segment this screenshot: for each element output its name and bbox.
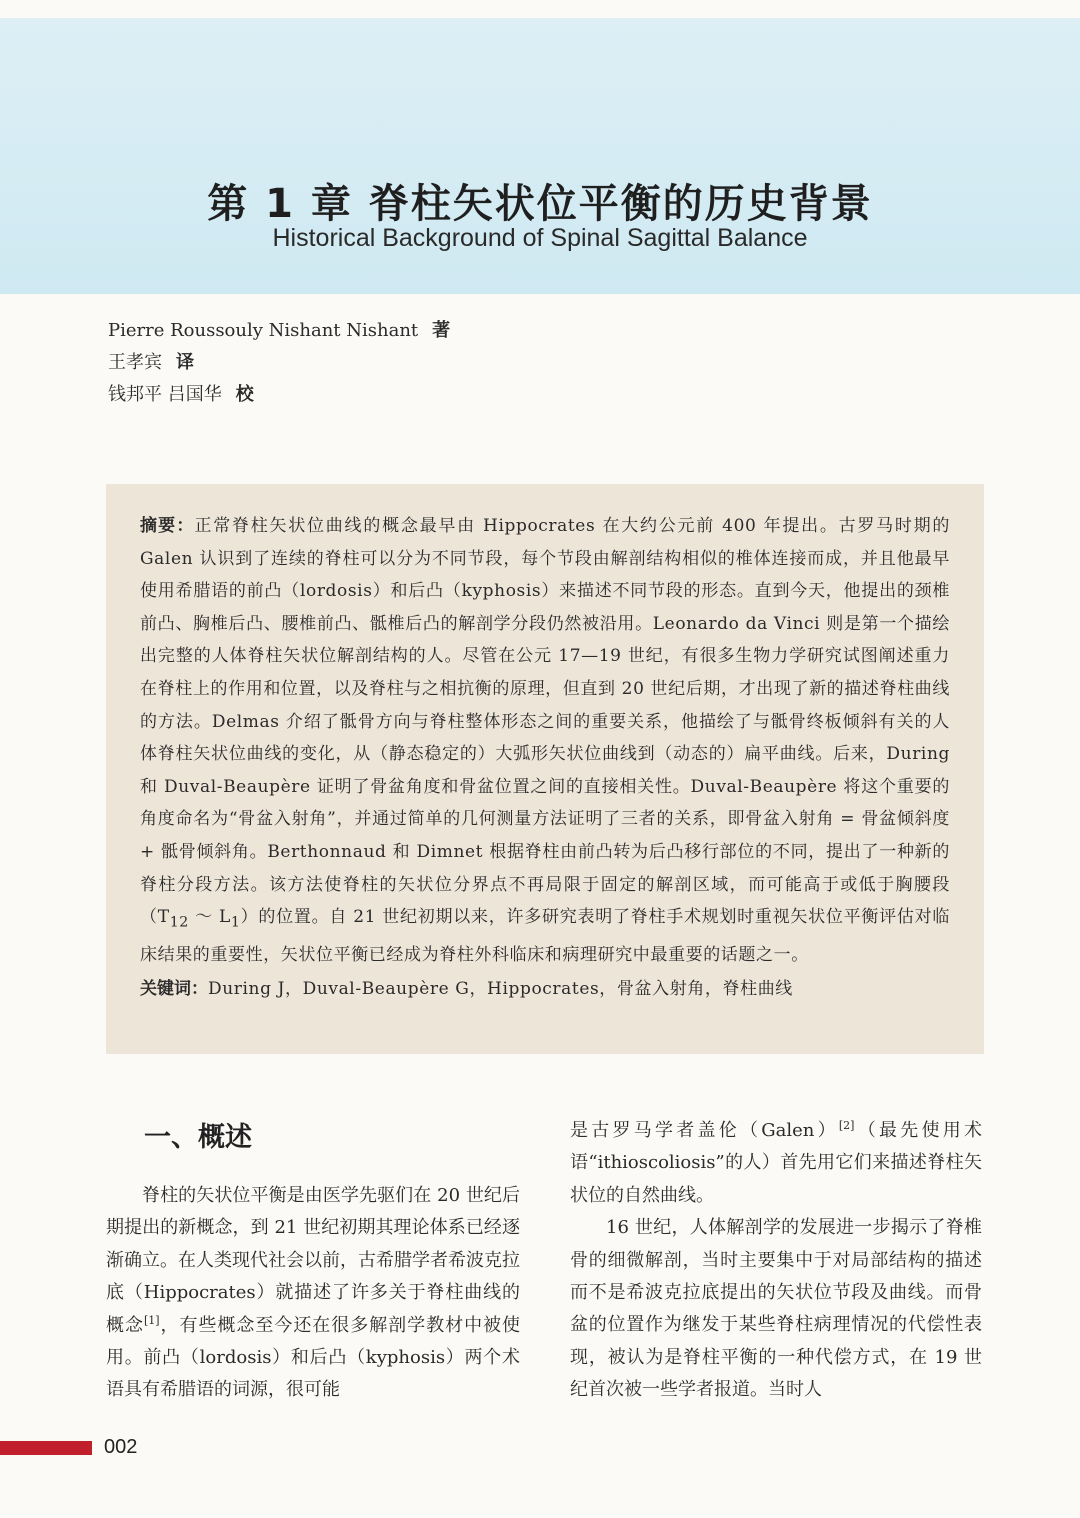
keywords-text: During J，Duval-Beaupère G，Hippocrates，骨盆入射角，脊柱曲线 <box>208 978 793 999</box>
citation-ref[interactable]: [2] <box>838 1119 855 1132</box>
body-column-left <box>106 1180 520 1407</box>
authors-line <box>108 315 450 347</box>
reviewers-role: 校 <box>235 384 254 405</box>
vertebra-l-sub: 1 <box>230 914 241 931</box>
abstract-text: 正常脊柱矢状位曲线的概念最早由 Hippocrates 在大约公元前 400 年提出。古罗马时期的 Galen 认识到了连续的脊柱可以分为不同节段，每个节段由解剖结构相似的椎体连接而成，并且他最早使用希腊语的前凸（lordosis）和后凸（kyphosis）来描述不同节段的形态。直到今天，他提出的颈椎前凸、胸椎后凸、腰椎前凸、骶椎后凸的解剖学分段仍然被沿用。Leonardo da Vinci 则是第一个描绘出完整的人体脊柱矢状位解剖结构的人。尽管在公元 17—19 世纪，有很多生物力学研究试图阐述重力在脊柱上的作用和位置，以及脊柱与之相抗衡的原理，但直到 20 世纪后期，才出现了新的描述脊柱曲线的方法。Delmas 介绍了骶骨方向与脊柱整体形态之间的重要关系，他描绘了与骶骨终板倾斜有关的人体脊柱矢状位曲线的变化，从（静态稳定的）大弧形矢状位曲线到（动态的）扁平曲线。后来，During 和 Duval-Beaupère 证明了骨盆角度和骨盆位置之间的直接相关性。Duval-Beaupère 将这个重要的角度命名为“骨盆入射角”，并通过简单的几何测量方法证明了三者的关系，即骨盆入射角 = 骨盆倾斜度 + 骶骨倾斜角。Berthonnaud 和 Dimnet 根据脊柱由前凸转为后凸移行部位的不同，提出了一种新的脊柱分段方法。该方法使脊柱的矢状位分界点不再局限于固定的解剖区域，而可能高于或低于胸腰段（ <box>140 516 951 928</box>
translator-name: 王孝宾 <box>108 352 162 373</box>
credits-block <box>108 315 450 411</box>
body-text: 是古罗马学者盖伦（Galen） <box>570 1120 839 1141</box>
range-separator: ～ <box>188 907 219 928</box>
chapter-title-en: Historical Background of Spinal Sagittal Balance <box>272 224 808 252</box>
body-paragraph <box>106 1180 520 1407</box>
keywords-paragraph <box>140 973 950 1006</box>
body-text: 16 世纪，人体解剖学的发展进一步揭示了脊椎骨的细微解剖，当时主要集中于对局部结构的描述而不是希波克拉底提出的矢状位节段及曲线。而骨盆的位置作为继发于某些脊柱病理情况的代偿性表现，被认为是脊柱平衡的一种代偿方式，在 19 世纪首次被一些学者报道。当时人 <box>570 1217 982 1401</box>
body-text: ，有些概念至今还在很多解剖学教材中被使用。前凸（lordosis）和后凸（kyphosis）两个术语具有希腊语的词源，很可能 <box>106 1314 521 1401</box>
abstract-text-end: ）的位置。自 21 世纪初期以来，许多研究表明了脊柱手术规划时重视矢状位平衡评估对临床结果的重要性，矢状位平衡已经成为脊柱外科临床和病理研究中最重要的话题之一。 <box>140 907 951 966</box>
body-text: 脊柱的矢状位平衡是由医学先驱们在 20 世纪后期提出的新概念，到 21 世纪初期其理论体系已经逐渐确立。在人类现代社会以前，古希腊学者希波克拉底（Hippocrates）就描述了许多关于脊柱曲线的概念 <box>106 1185 520 1336</box>
authors-role: 著 <box>432 320 451 341</box>
translator-role: 译 <box>176 352 194 373</box>
citation-ref[interactable]: [1] <box>143 1313 160 1327</box>
vertebra-t-sub: 12 <box>169 914 189 931</box>
body-paragraph <box>570 1115 982 1212</box>
vertebra-l: L <box>218 907 231 928</box>
body-text: （最先使用术语“ithioscoliosis”的人）首先用它们来描述脊柱矢状位的自然曲线。 <box>570 1120 982 1206</box>
reviewers-names: 钱邦平 吕国华 <box>108 384 222 405</box>
abstract-label: 摘要： <box>140 516 195 536</box>
authors-names: Pierre Roussouly Nishant Nishant <box>108 320 419 341</box>
page-accent-bar <box>0 1441 92 1455</box>
abstract-paragraph <box>140 510 950 972</box>
abstract-box <box>106 484 984 1054</box>
body-paragraph <box>570 1212 982 1406</box>
page-number: 002 <box>104 1436 138 1458</box>
chapter-title-zh: 第 1 章 脊柱矢状位平衡的历史背景 <box>207 181 873 227</box>
keywords-label: 关键词： <box>140 978 208 999</box>
vertebra-t: T <box>157 907 170 928</box>
section-heading: 一、概述 <box>144 1122 252 1153</box>
body-column-right <box>570 1115 982 1407</box>
reviewers-line <box>108 379 450 411</box>
translator-line <box>108 347 450 379</box>
